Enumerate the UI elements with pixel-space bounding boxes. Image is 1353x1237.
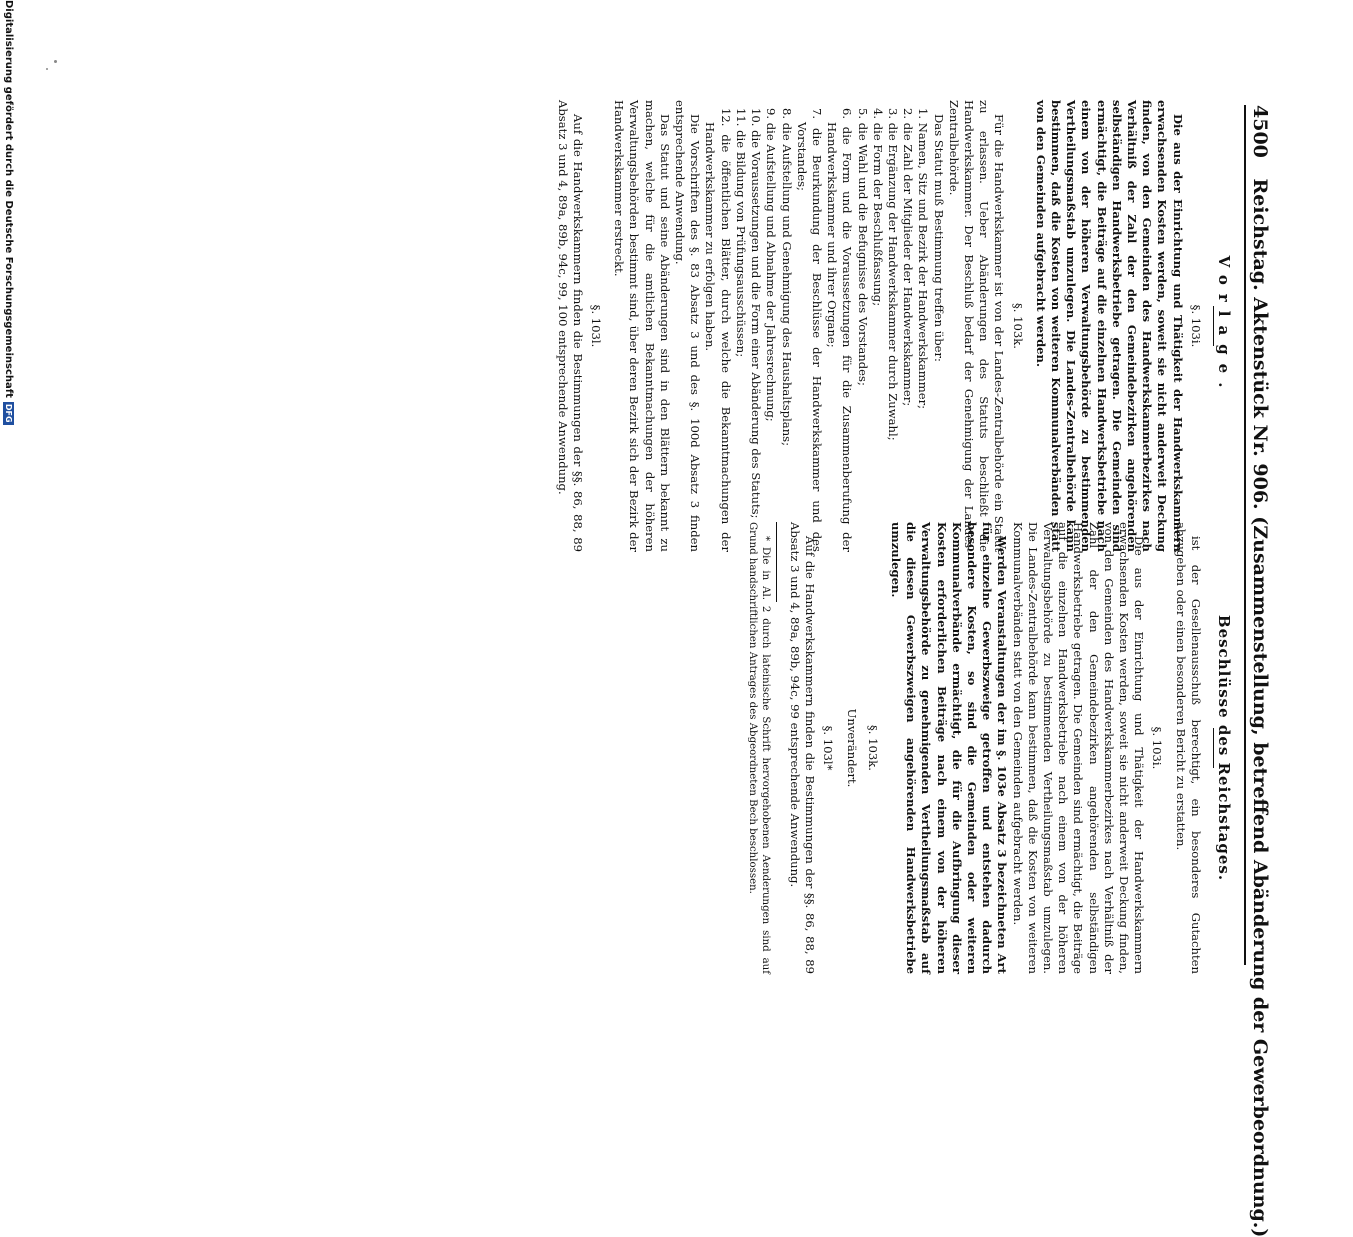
scan-speck (54, 60, 57, 63)
list-item: 9. die Aufstellung und Abnahme der Jahresrechnung; (764, 108, 779, 422)
page-number: 4500 (1249, 105, 1271, 158)
list-item: 1. Namen, Sitz und Bezirk der Handwerkskammer; (916, 108, 931, 410)
section-text-103l: Auf die Handwerkskammern finden die Bestimmungen der §§. 86, 88, 89 Absatz 3 und 4, 89a, 89b, 94c, 99 entsprechende Anwendung. (787, 522, 818, 974)
section-amendment-103i: Werden Veranstaltungen der im §. 103e Absatz 3 bezeichneten Art für einzelne Gewerbszweige getroffen und entstehen dadurch besondere Kosten, so sind die Gemeinden oder weiteren Kommunalverbände ermächtigt, die für die Aufbringung dieser Kosten erforderlichen Beiträge nach einem von der höheren Verwaltungsbehörde zu genehmigenden Vertheilungsmaßstab auf die diesen Gewerbszweigen angehörenden Handwerksbetriebe umzulegen. (888, 522, 1010, 974)
scan-speck (46, 68, 48, 70)
list-item: 10. die Voraussetzungen und die Form einer Abänderung des Statuts; (749, 108, 764, 519)
divider (1213, 306, 1214, 346)
page-header (1244, 105, 1271, 1237)
list-item: 4. die Form der Beschlußfassung; (870, 108, 885, 307)
list-item: 6. die Form und die Voraussetzungen für die Zusammenberufung der Handwerkskammer und ihrer Organe; (825, 108, 855, 552)
divider (1213, 728, 1214, 768)
section-text-103i: Die aus der Einrichtung und Thätigkeit der Handwerkskammern erwachsenden Kosten werden, soweit sie nicht anderweit Deckung finden, von den Gemeinden des Handwerkskammerbezirkes nach Verhältniß der Zahl der den Gemeindebezirken angehörenden selbständigen Handwerksbetriebe getragen. Die Gemeinden sind ermächtigt, die Beiträge auf die einzelnen Handwerksbetriebe nach einem von der höheren Verwaltungsbehörde zu bestimmenden Vertheilungsmaßstab umzulegen. Die Landes-Zentralbehörde kann bestimmen, daß die Kosten von weiteren Kommunalverbänden statt von den Gemeinden aufgebracht werden. (1010, 522, 1147, 974)
header-title: Reichstag. Aktenstück Nr. 906. (Zusammenstellung, betreffend Abänderung der Gewerbeordnung.) (1249, 178, 1271, 1237)
footnote-divider (776, 522, 777, 602)
statute-item-list (702, 100, 930, 552)
intro-text: ist der Gesellenausschuß berechtigt, ein besonderes Gutachten abzugeben oder einen besonderen Bericht zu erstatten. (1173, 522, 1203, 974)
section-intro-103k: Für die Handwerkskammer ist von der Landes-Zentralbehörde ein Statut zu erlassen. Ueber Abänderungen des Statuts beschließt die Handwerkskammer. Der Beschluß bedarf der Genehmigung der Landes-Zentralbehörde. (946, 100, 1007, 552)
list-item: 12. die öffentlichen Blätter, durch welche die Bekanntmachungen der Handwerkskammer zu erfolgen haben. (703, 108, 733, 552)
section-heading-103i: §. 103i. (1150, 726, 1165, 770)
section-tail2-103k: Das Statut und seine Abänderungen sind in den Blättern bekannt zu machen, welche für die amtlichen Bekanntmachungen der höheren Verwaltungsbehörden bestimmt sind, über deren Bezirk sich der Bezirk der Handwerkskammer erstreckt. (612, 100, 672, 552)
list-item: 11. die Bildung von Prüfungsausschüssen; (733, 108, 748, 358)
funding-note (3, 0, 14, 1000)
section-heading-103k: §. 103k. (1010, 302, 1025, 349)
column-vorlage (554, 100, 1241, 552)
unchanged-note: Unverändert. (844, 708, 859, 788)
section-heading-103k: §. 103k. (865, 724, 880, 771)
column-title-vorlage: Vorlage. (1215, 255, 1233, 397)
list-item: 3. die Ergänzung der Handwerkskammer durch Zuwahl; (885, 108, 900, 441)
list-item: 7. die Beurkundung der Beschlüsse der Handwerkskammer und des Vorstandes; (794, 108, 824, 552)
section-intro2-103k: Das Statut muß Bestimmung treffen über: (931, 114, 946, 362)
section-tail1-103k: Die Vorschriften des §. 83 Absatz 3 und des §. 100d Absatz 3 finden entsprechende Anwendung. (673, 100, 703, 552)
section-heading-103l: §. 103l* (821, 725, 836, 771)
dfg-logo: DFG (4, 403, 13, 423)
funding-note-text: Digitalisierung gefördert durch die Deutsche Forschungsgemeinschaft (3, 0, 14, 398)
column-title-beschluesse: Beschlüsse des Reichstages. (1215, 614, 1233, 882)
section-text-103i: Die aus der Einrichtung und Thätigkeit der Handwerkskammern erwachsenden Kosten werden, soweit sie nicht anderweit Deckung finden, von den Gemeinden des Handwerkskammerbezirkes nach Verhältniß der Zahl der den Gemeindebezirken angehörenden selbständigen Handwerksbetriebe getragen. Die Gemeinden sind ermächtigt, die Beiträge auf die einzelnen Handwerksbetriebe nach einem von der höheren Verwaltungsbehörde zu bestimmenden Vertheilungsmaßstab umzulegen. Die Landes-Zentralbehörde kann bestimmen, daß die Kosten von weiteren Kommunalverbänden statt von den Gemeinden aufgebracht werden. (1033, 100, 1185, 552)
list-item: 8. die Aufstellung und Genehmigung des Haushaltsplans; (779, 108, 794, 447)
list-item: 5. die Wahl und die Befugnisse des Vorstandes; (855, 108, 870, 386)
section-heading-103i: §. 103i. (1188, 304, 1203, 348)
section-text-103l: Auf die Handwerkskammern finden die Bestimmungen der §§. 86, 88, 89 Absatz 3 und 4, 89a, 89b, 94c, 99, 100 entsprechende Anwendung. (555, 100, 585, 552)
section-heading-103l: §. 103l. (589, 304, 604, 348)
column-beschluesse (746, 522, 1241, 974)
footnote: * Die in Al. 2 durch lateinische Schrift hervorgehobenen Aenderungen sind auf Grund handschriftlichen Antrages des Abgeordneten Bech beschlossen. (746, 522, 771, 974)
list-item: 2. die Zahl der Mitglieder der Handwerkskammer; (901, 108, 916, 407)
